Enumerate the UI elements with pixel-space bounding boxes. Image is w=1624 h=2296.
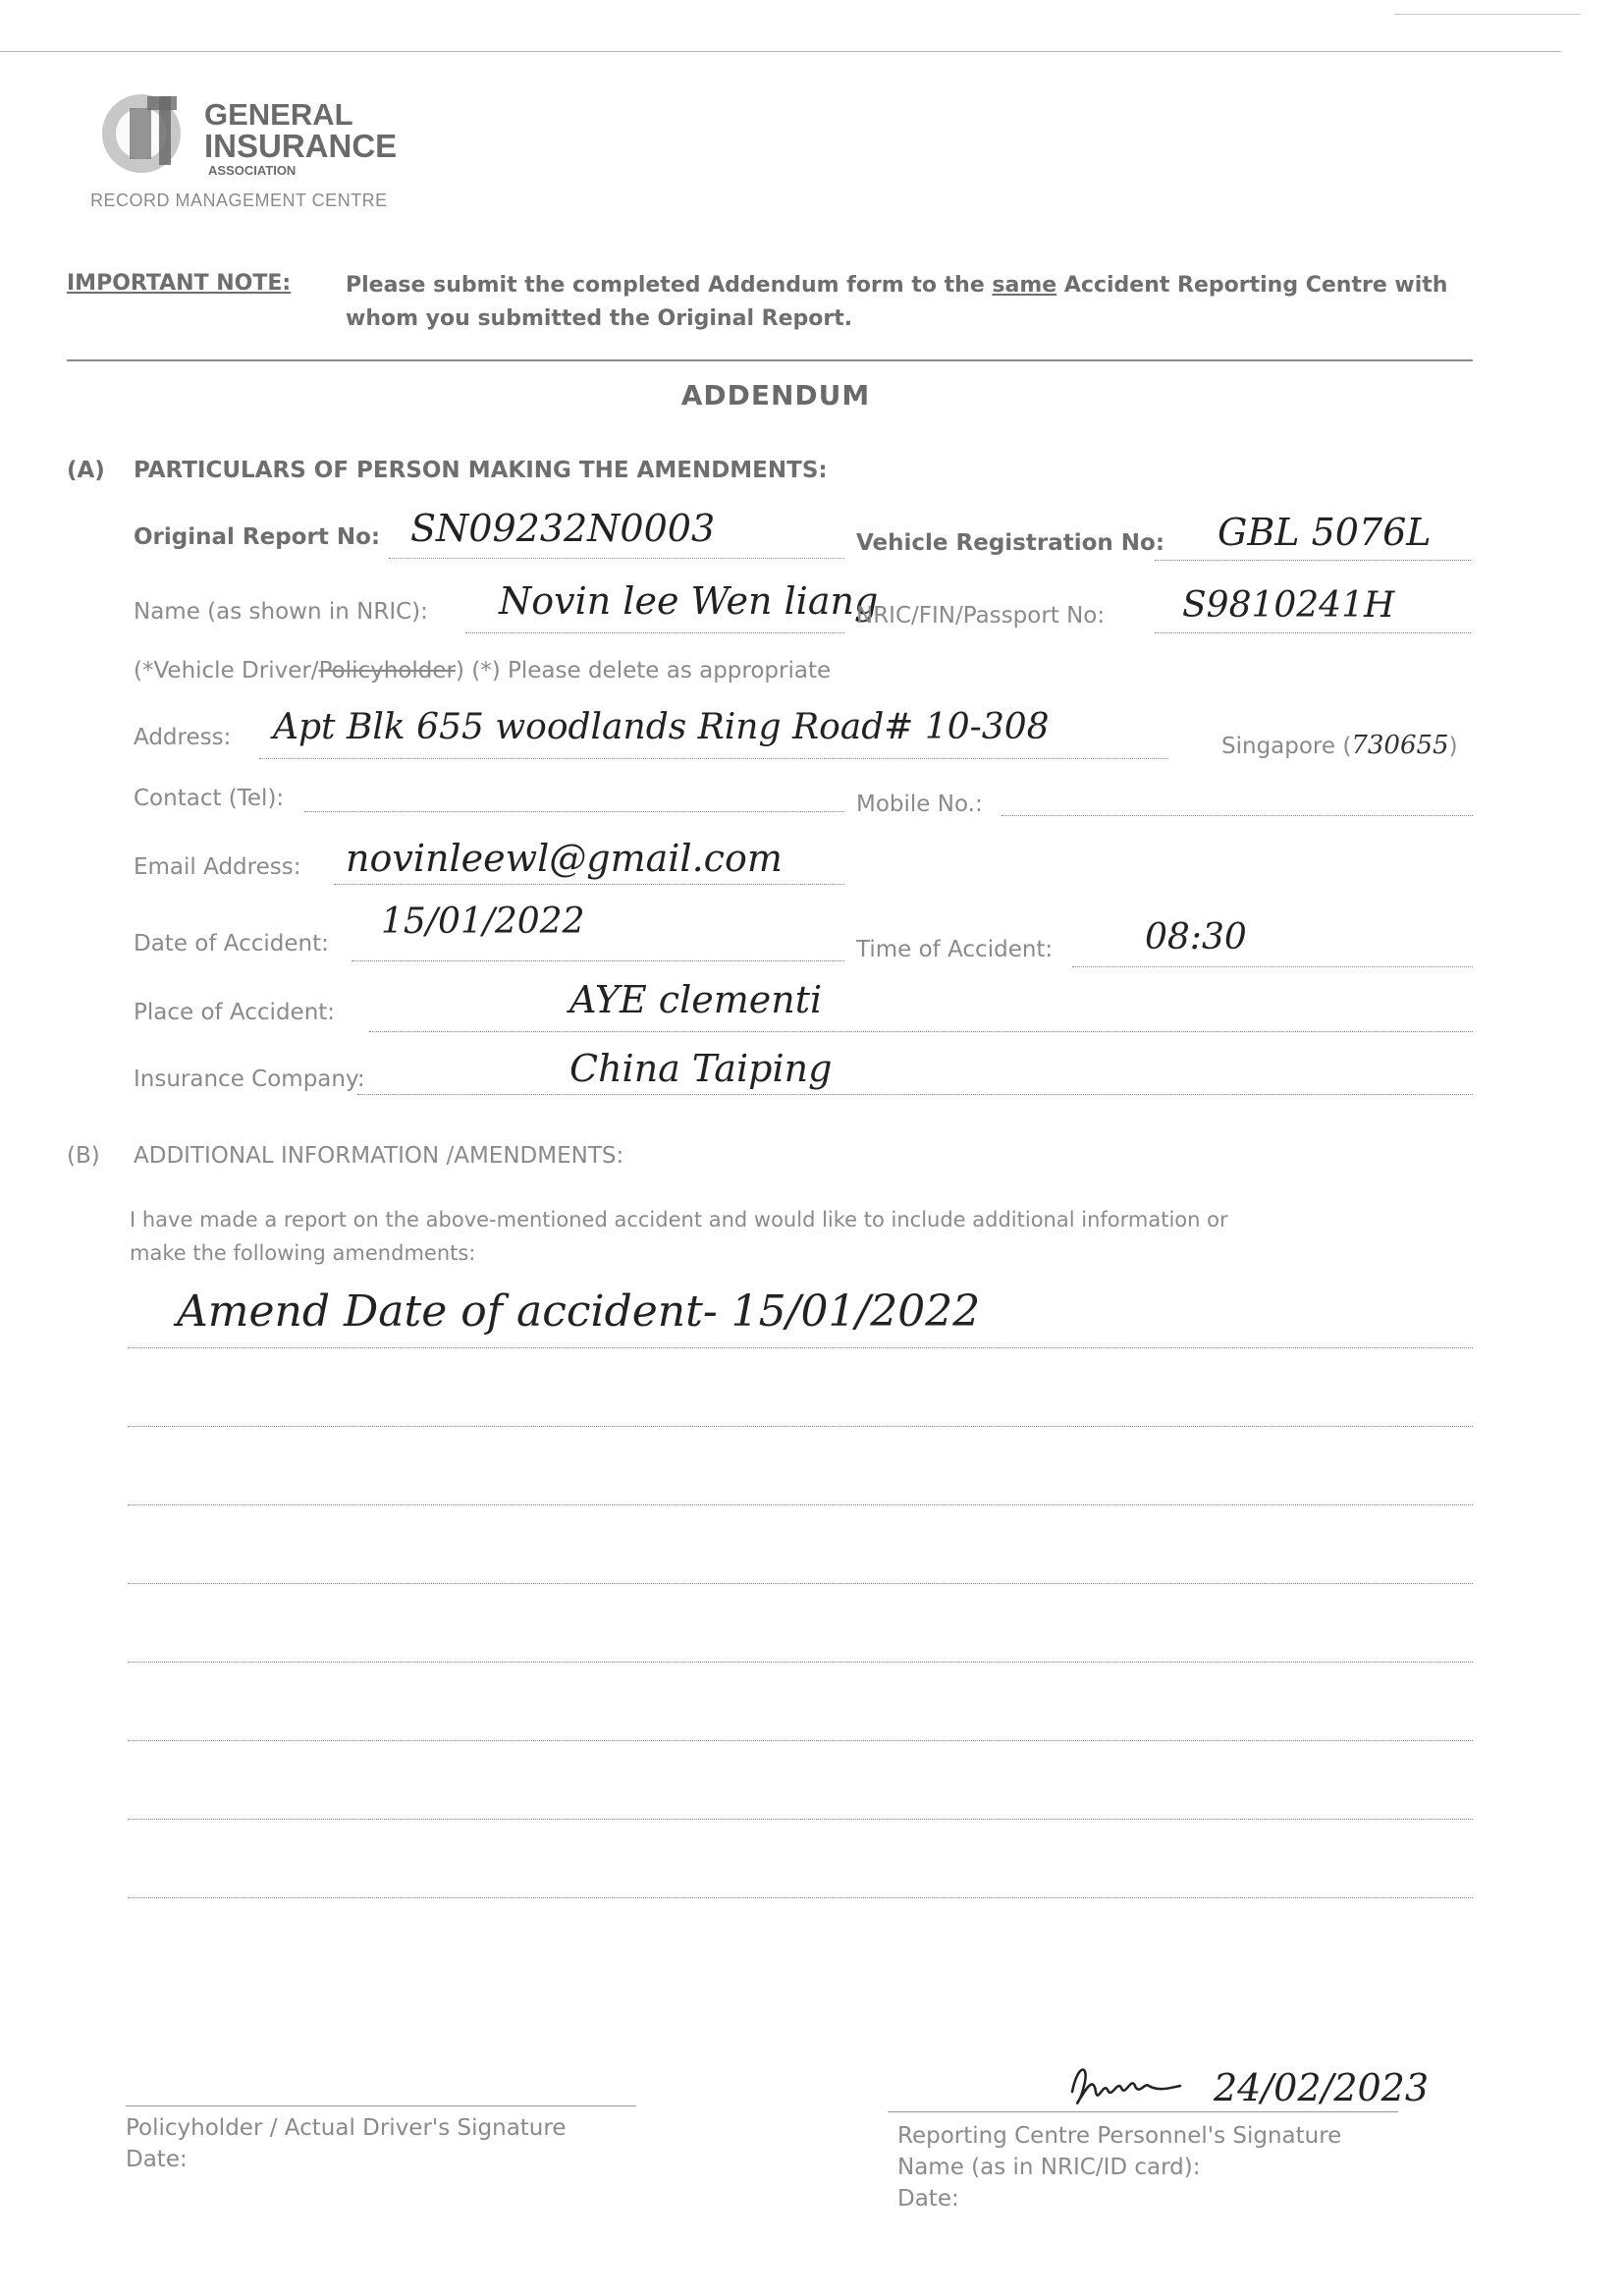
role-selector[interactable] [134, 658, 831, 683]
report-no-line [389, 558, 844, 559]
vehicle-reg-value[interactable]: GBL 5076L [1218, 511, 1432, 554]
role-struck-option: Policyholder [318, 658, 456, 683]
time-of-accident-label: Time of Accident: [856, 937, 1054, 962]
section-b-intro-line1: I have made a report on the above-mentioned accident and would like to include additional information or [130, 1208, 1228, 1231]
place-of-accident-line [369, 1031, 1473, 1032]
time-of-accident-value[interactable]: 08:30 [1145, 917, 1247, 957]
nric-label: NRIC/FIN/Passport No: [856, 603, 1106, 629]
time-of-accident-line [1072, 966, 1473, 967]
gia-logo-emblem [90, 86, 198, 185]
amendment-text[interactable]: Amend Date of accident- 15/01/2022 [177, 1286, 981, 1337]
amendment-line-3[interactable] [128, 1504, 1473, 1505]
nric-line [1155, 632, 1471, 633]
singapore-label: Singapore ( [1221, 734, 1352, 759]
insurance-company-line [357, 1094, 1473, 1095]
org-name-line2: INSURANCE [204, 128, 398, 164]
mobile-label: Mobile No.: [856, 792, 983, 817]
personnel-date-label: Date: [897, 2186, 959, 2212]
date-of-accident-line [352, 960, 844, 961]
personnel-signature-label: Reporting Centre Personnel's Signature [897, 2123, 1342, 2149]
note-divider [67, 359, 1473, 361]
section-b-intro-line2: make the following amendments: [130, 1241, 476, 1265]
name-label: Name (as shown in NRIC): [134, 599, 428, 625]
amendment-line-2[interactable] [128, 1426, 1473, 1427]
nric-value[interactable]: S9810241H [1182, 585, 1395, 626]
page-title: ADDENDUM [680, 379, 871, 411]
email-value[interactable]: novinleewl@gmail.com [346, 837, 783, 880]
important-note-label: IMPORTANT NOTE: [67, 271, 292, 296]
singapore-close: ) [1448, 734, 1458, 759]
report-no-label: Original Report No: [134, 524, 381, 550]
amendment-line-5[interactable] [128, 1662, 1473, 1663]
important-note-text [346, 273, 1447, 298]
vehicle-reg-label: Vehicle Registration No: [856, 530, 1165, 556]
section-a-heading: PARTICULARS OF PERSON MAKING THE AMENDMENTS: [134, 458, 828, 483]
amendment-line-7[interactable] [128, 1819, 1473, 1820]
name-line [465, 632, 844, 633]
contact-field[interactable] [304, 811, 844, 812]
amendment-line-8[interactable] [128, 1897, 1473, 1898]
driver-date-label: Date: [126, 2147, 188, 2172]
section-a-marker: (A) [67, 458, 105, 483]
mobile-field[interactable] [1001, 815, 1473, 816]
amendment-line-1[interactable] [128, 1347, 1473, 1348]
important-note-line2: whom you submitted the Original Report. [346, 306, 853, 331]
singapore-postal[interactable] [1221, 731, 1458, 760]
amendment-line-4[interactable] [128, 1583, 1473, 1584]
postal-code-value: 730655 [1351, 731, 1449, 760]
note-text-after: Accident Reporting Centre with [1056, 273, 1448, 298]
role-prefix: (*Vehicle Driver/ [134, 658, 319, 683]
section-b-marker: (B) [67, 1143, 100, 1169]
org-name-line1: GENERAL [204, 97, 353, 132]
gia-logo [90, 86, 198, 189]
driver-signature-line[interactable] [126, 2105, 636, 2106]
insurance-company-label: Insurance Company: [134, 1066, 365, 1092]
note-text-before: Please submit the completed Addendum form to the [346, 273, 993, 298]
personnel-signature [1064, 2052, 1221, 2125]
amendment-line-6[interactable] [128, 1740, 1473, 1741]
driver-signature-label: Policyholder / Actual Driver's Signature [126, 2115, 567, 2141]
org-subtitle: RECORD MANAGEMENT CENTRE [90, 191, 388, 210]
scan-top-rule [0, 51, 1561, 52]
role-suffix: ) (*) Please delete as appropriate [455, 658, 832, 683]
email-label: Email Address: [134, 854, 301, 880]
org-name-line3: ASSOCIATION [208, 163, 297, 178]
section-b-heading: ADDITIONAL INFORMATION /AMENDMENTS: [134, 1143, 624, 1169]
contact-label: Contact (Tel): [134, 786, 285, 811]
note-text-underlined: same [992, 273, 1057, 298]
report-no-value[interactable]: SN09232N0003 [410, 507, 716, 550]
personnel-name-label: Name (as in NRIC/ID card): [897, 2155, 1201, 2180]
address-value[interactable]: Apt Blk 655 woodlands Ring Road# 10-308 [273, 707, 1050, 747]
address-line [259, 758, 1168, 759]
name-value[interactable]: Novin lee Wen liang [499, 579, 879, 623]
personnel-signed-date: 24/02/2023 [1214, 2066, 1430, 2109]
personnel-signature-line[interactable] [888, 2111, 1398, 2112]
vehicle-reg-line [1155, 560, 1471, 561]
email-line [334, 884, 844, 885]
address-label: Address: [134, 725, 232, 750]
place-of-accident-label: Place of Accident: [134, 1000, 336, 1025]
scan-edge-mark [1394, 14, 1581, 15]
date-of-accident-value[interactable]: 15/01/2022 [381, 902, 585, 942]
insurance-company-value[interactable]: China Taiping [569, 1047, 833, 1090]
place-of-accident-value[interactable]: AYE clementi [569, 978, 823, 1021]
date-of-accident-label: Date of Accident: [134, 931, 329, 957]
